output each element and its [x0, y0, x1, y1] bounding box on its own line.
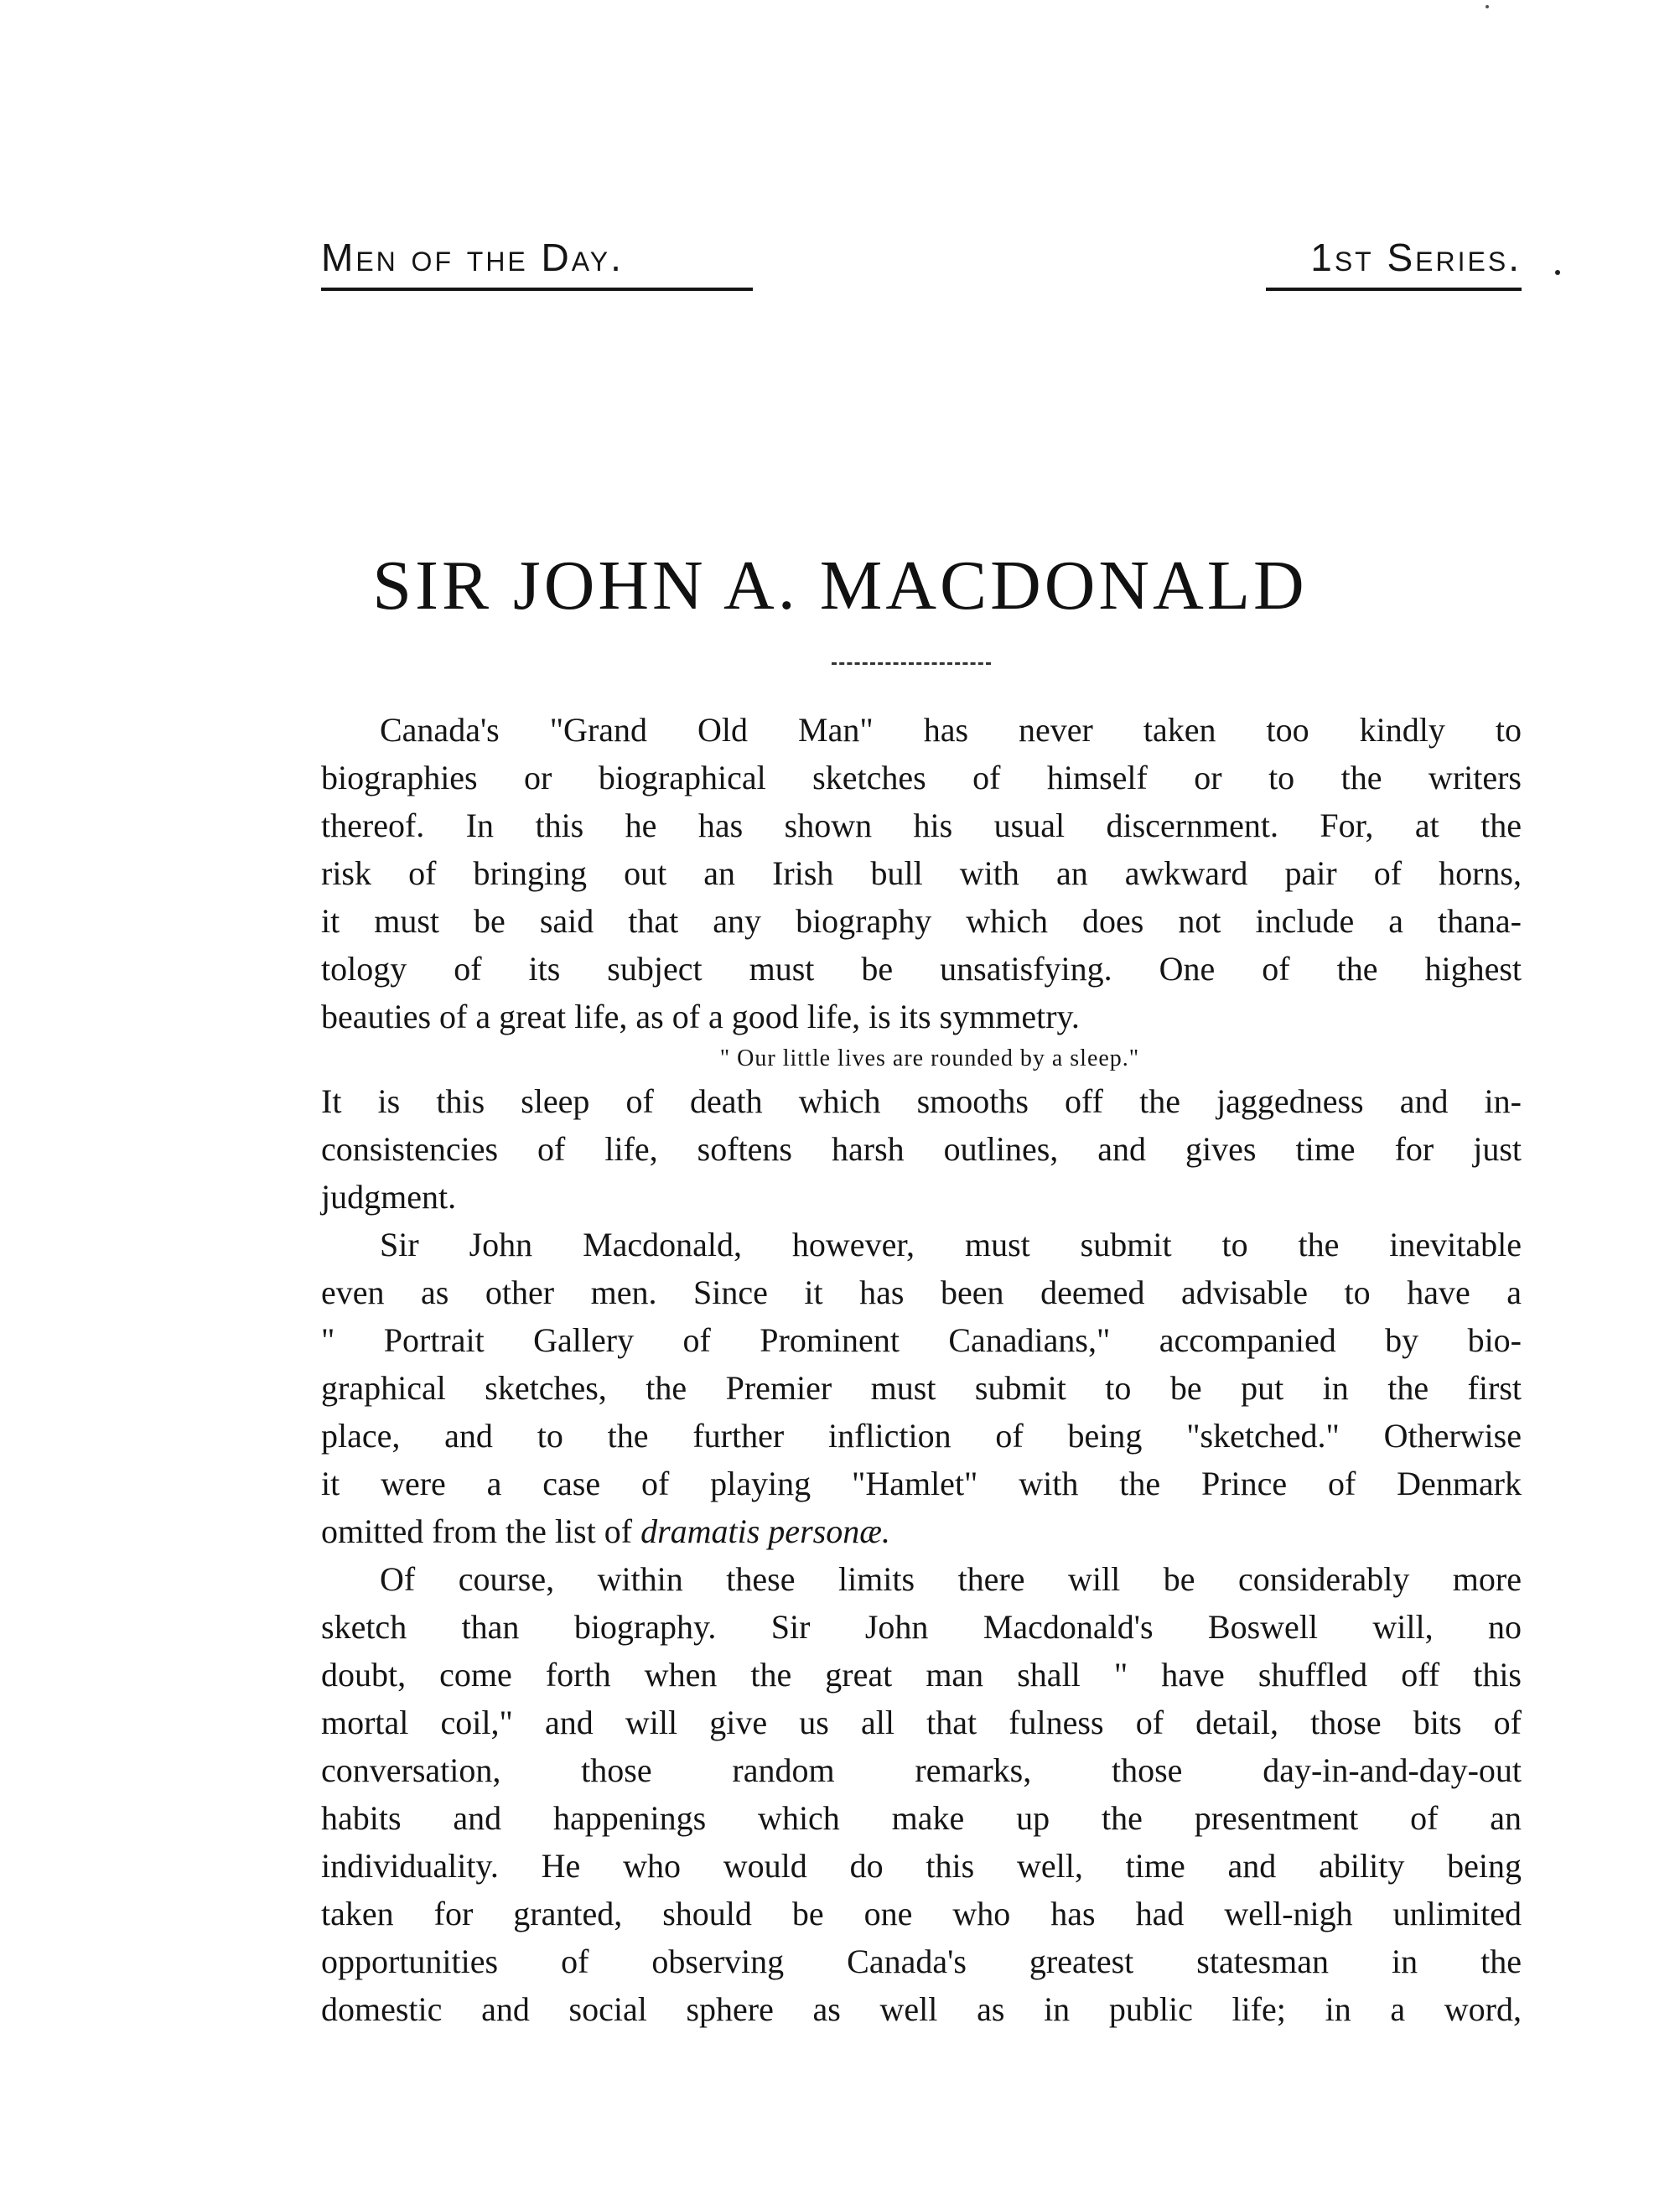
text-line: It is this sleep of death which smooths off the jaggedness and in- — [321, 1082, 1522, 1120]
text-line — [321, 1507, 1522, 1555]
text-line: it were a case of playing "Hamlet" with the Prince of Denmark — [321, 1465, 1522, 1502]
speck-mark — [1486, 5, 1489, 8]
margin-dot — [1555, 270, 1560, 275]
text-fragment: omitted from the list of — [321, 1512, 633, 1550]
title-ornament-rule — [832, 662, 991, 665]
text-line: taken for granted, should be one who has had well-nigh unlimited — [321, 1895, 1522, 1932]
text-line: sketch than biography. Sir John Macdonald's Boswell will, no — [321, 1608, 1522, 1646]
text-line: habits and happenings which make up the presentment of an — [321, 1799, 1522, 1837]
text-line: tology of its subject must be unsatisfying. One of the highest — [321, 950, 1522, 988]
page-title: SIR JOHN A. MACDONALD — [372, 547, 1308, 625]
text-line: domestic and social sphere as well as in public life; in a word, — [321, 1990, 1522, 2028]
text-line: Of course, within these limits there will be considerably more — [380, 1560, 1522, 1598]
series-title-underline — [321, 288, 753, 291]
text-line: consistencies of life, softens harsh outlines, and gives time for just — [321, 1130, 1522, 1168]
text-line: Sir John Macdonald, however, must submit to the inevitable — [380, 1226, 1522, 1263]
text-line: " Portrait Gallery of Prominent Canadians," accompanied by bio- — [321, 1321, 1522, 1359]
italic-phrase: dramatis personæ. — [640, 1512, 890, 1550]
text-line: even as other men. Since it has been deemed advisable to have a — [321, 1273, 1522, 1311]
text-line: individuality. He who would do this well, time and ability being — [321, 1847, 1522, 1885]
text-line: place, and to the further infliction of being "sketched." Otherwise — [321, 1417, 1522, 1455]
text-line: opportunities of observing Canada's greatest statesman in the — [321, 1943, 1522, 1980]
text-line: it must be said that any biography which does not include a thana- — [321, 902, 1522, 940]
text-line: thereof. In this he has shown his usual discernment. For, at the — [321, 807, 1522, 844]
series-number-underline — [1266, 288, 1522, 291]
body-text — [321, 706, 1522, 2033]
text-line: risk of bringing out an Irish bull with an awkward pair of horns, — [321, 854, 1522, 892]
running-header — [321, 235, 1522, 302]
text-line: doubt, come forth when the great man shall " have shuffled off this — [321, 1656, 1522, 1694]
text-line: biographies or biographical sketches of himself or to the writers — [321, 759, 1522, 796]
quotation: " Our little lives are rounded by a sleep." — [719, 1045, 1140, 1071]
text-line: beauties of a great life, as of a good life, is its symmetry. — [321, 998, 1080, 1035]
text-line: conversation, those random remarks, those day-in-and-day-out — [321, 1751, 1522, 1789]
text-line: judgment. — [321, 1178, 457, 1216]
series-title: Men of the Day. — [321, 236, 624, 279]
series-number: 1st Series. — [1310, 236, 1522, 279]
text-line: Canada's "Grand Old Man" has never taken too kindly to — [380, 711, 1522, 749]
text-line: graphical sketches, the Premier must submit to be put in the first — [321, 1369, 1522, 1407]
text-line: mortal coil," and will give us all that fulness of detail, those bits of — [321, 1704, 1522, 1741]
